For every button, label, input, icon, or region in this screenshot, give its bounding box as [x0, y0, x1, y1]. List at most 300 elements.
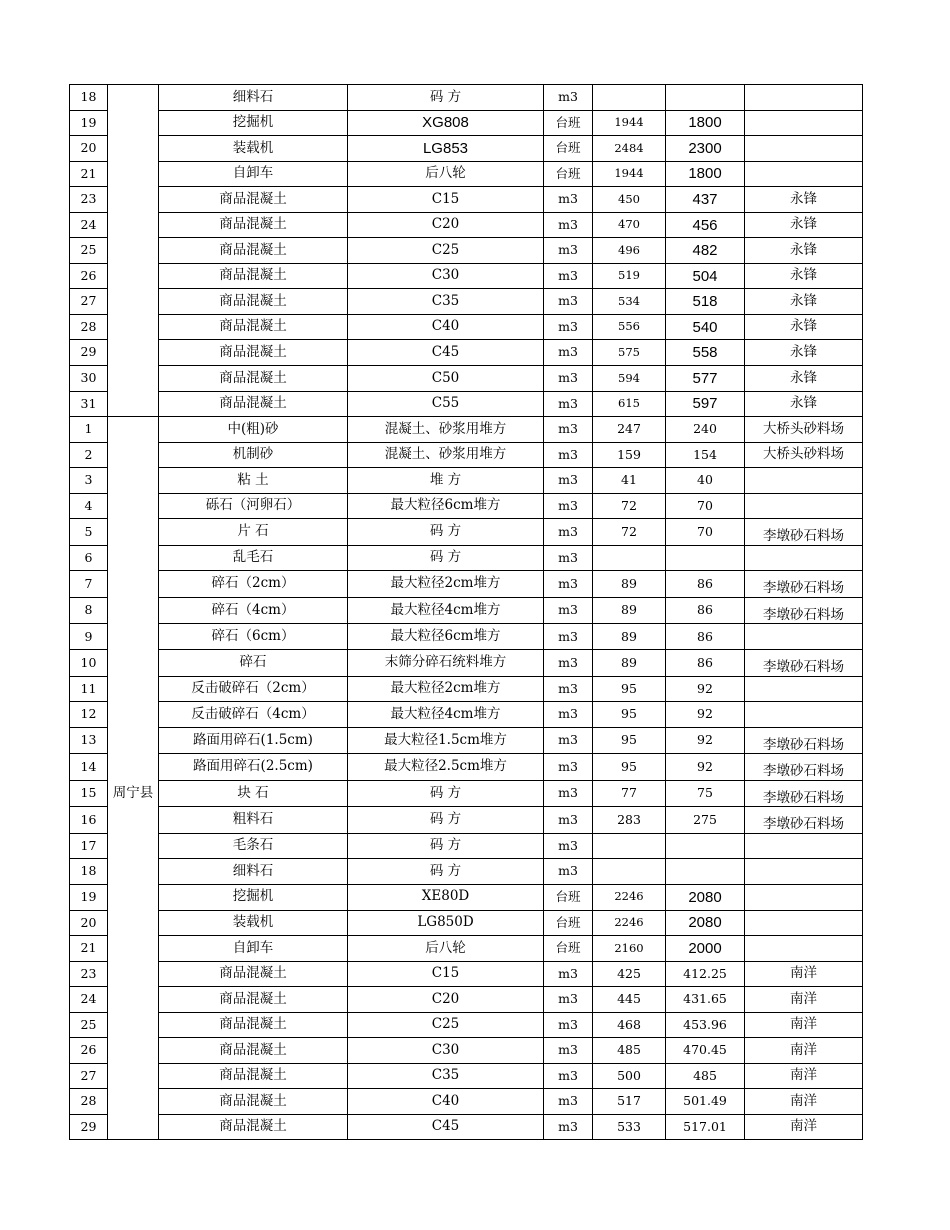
table-row — [70, 676, 863, 702]
table-row — [70, 987, 863, 1013]
row-number: 14 — [70, 754, 108, 781]
specification: 码 方 — [348, 859, 544, 885]
price-adjusted: 504 — [666, 263, 745, 289]
material-name: 片 石 — [159, 519, 348, 546]
unit: m3 — [544, 624, 593, 650]
row-number: 21 — [70, 936, 108, 962]
price-adjusted: 456 — [666, 212, 745, 238]
price-original: 496 — [593, 238, 666, 264]
material-name: 细料石 — [159, 85, 348, 111]
price-original: 159 — [593, 442, 666, 468]
county-cell — [108, 884, 159, 910]
supplier-note — [745, 910, 863, 936]
table-row — [70, 1089, 863, 1115]
supplier-note — [745, 161, 863, 187]
county-cell — [108, 391, 159, 417]
material-name: 商品混凝土 — [159, 961, 348, 987]
county-cell — [108, 519, 159, 546]
row-number: 9 — [70, 624, 108, 650]
row-number: 7 — [70, 571, 108, 598]
table-row — [70, 161, 863, 187]
price-adjusted: 240 — [666, 417, 745, 443]
price-adjusted: 92 — [666, 676, 745, 702]
unit: 台班 — [544, 884, 593, 910]
supplier-note: 李墩砂石料场 — [745, 780, 863, 807]
unit: m3 — [544, 807, 593, 834]
specification: XE80D — [348, 884, 544, 910]
row-number: 23 — [70, 187, 108, 213]
material-name: 粗料石 — [159, 807, 348, 834]
price-original: 72 — [593, 493, 666, 519]
supplier-note: 永锋 — [745, 314, 863, 340]
specification: 码 方 — [348, 519, 544, 546]
county-name: 周宁县 — [108, 780, 159, 807]
supplier-note: 李墩砂石料场 — [745, 519, 863, 546]
price-original: 468 — [593, 1012, 666, 1038]
price-original: 425 — [593, 961, 666, 987]
specification: 码 方 — [348, 85, 544, 111]
price-adjusted: 518 — [666, 289, 745, 315]
price-original: 89 — [593, 624, 666, 650]
table-row — [70, 417, 863, 443]
specification: C35 — [348, 289, 544, 315]
county-cell — [108, 545, 159, 571]
material-name: 商品混凝土 — [159, 366, 348, 392]
specification: LG850D — [348, 910, 544, 936]
specification: 最大粒径6cm堆方 — [348, 493, 544, 519]
row-number: 11 — [70, 676, 108, 702]
unit: m3 — [544, 340, 593, 366]
county-cell — [108, 1012, 159, 1038]
table-row — [70, 238, 863, 264]
table-row — [70, 519, 863, 546]
price-original — [593, 833, 666, 859]
unit: 台班 — [544, 110, 593, 136]
county-cell — [108, 910, 159, 936]
supplier-note — [745, 936, 863, 962]
unit: m3 — [544, 859, 593, 885]
price-adjusted: 70 — [666, 519, 745, 546]
unit: m3 — [544, 961, 593, 987]
table-row — [70, 1038, 863, 1064]
unit: m3 — [544, 263, 593, 289]
specification: 最大粒径4cm堆方 — [348, 702, 544, 728]
supplier-note — [745, 624, 863, 650]
supplier-note — [745, 85, 863, 111]
table-row — [70, 1012, 863, 1038]
material-name: 商品混凝土 — [159, 289, 348, 315]
county-cell — [108, 110, 159, 136]
table-row — [70, 187, 863, 213]
unit: m3 — [544, 545, 593, 571]
price-adjusted: 1800 — [666, 110, 745, 136]
price-adjusted: 1800 — [666, 161, 745, 187]
county-cell — [108, 859, 159, 885]
row-number: 15 — [70, 780, 108, 807]
specification: C15 — [348, 187, 544, 213]
material-name: 细料石 — [159, 859, 348, 885]
county-cell — [108, 1114, 159, 1140]
table-row — [70, 493, 863, 519]
supplier-note: 李墩砂石料场 — [745, 754, 863, 781]
row-number: 21 — [70, 161, 108, 187]
unit: 台班 — [544, 136, 593, 162]
row-number: 19 — [70, 110, 108, 136]
table-row — [70, 314, 863, 340]
row-number: 18 — [70, 859, 108, 885]
unit: m3 — [544, 442, 593, 468]
row-number: 27 — [70, 289, 108, 315]
county-cell — [108, 442, 159, 468]
price-adjusted: 453.96 — [666, 1012, 745, 1038]
specification: 后八轮 — [348, 161, 544, 187]
row-number: 24 — [70, 212, 108, 238]
unit: m3 — [544, 1063, 593, 1089]
supplier-note: 南洋 — [745, 1038, 863, 1064]
material-name: 商品混凝土 — [159, 1038, 348, 1064]
unit: m3 — [544, 571, 593, 598]
county-cell — [108, 263, 159, 289]
price-adjusted — [666, 85, 745, 111]
specification: 码 方 — [348, 833, 544, 859]
price-adjusted: 86 — [666, 650, 745, 677]
price-adjusted: 577 — [666, 366, 745, 392]
price-adjusted — [666, 545, 745, 571]
county-cell — [108, 366, 159, 392]
specification: C50 — [348, 366, 544, 392]
supplier-note — [745, 136, 863, 162]
material-name: 商品混凝土 — [159, 391, 348, 417]
supplier-note: 李墩砂石料场 — [745, 597, 863, 624]
county-cell — [108, 650, 159, 677]
price-adjusted — [666, 859, 745, 885]
price-original: 2246 — [593, 884, 666, 910]
price-original: 283 — [593, 807, 666, 834]
supplier-note — [745, 676, 863, 702]
table-row — [70, 366, 863, 392]
unit: m3 — [544, 366, 593, 392]
table-row — [70, 910, 863, 936]
specification: 堆 方 — [348, 468, 544, 494]
row-number: 13 — [70, 727, 108, 754]
material-name: 反击破碎石（4cm） — [159, 702, 348, 728]
material-name: 装载机 — [159, 136, 348, 162]
row-number: 20 — [70, 136, 108, 162]
supplier-note — [745, 884, 863, 910]
supplier-note: 永锋 — [745, 289, 863, 315]
price-adjusted: 154 — [666, 442, 745, 468]
supplier-note: 大桥头砂料场 — [745, 442, 863, 468]
material-name: 反击破碎石（2cm） — [159, 676, 348, 702]
specification: C55 — [348, 391, 544, 417]
supplier-note: 南洋 — [745, 1114, 863, 1140]
table-row — [70, 650, 863, 677]
price-original: 575 — [593, 340, 666, 366]
unit: m3 — [544, 212, 593, 238]
county-cell — [108, 212, 159, 238]
county-cell — [108, 289, 159, 315]
county-cell — [108, 624, 159, 650]
specification: LG853 — [348, 136, 544, 162]
table-row — [70, 702, 863, 728]
unit: m3 — [544, 727, 593, 754]
specification: C25 — [348, 1012, 544, 1038]
county-cell — [108, 807, 159, 834]
price-original: 89 — [593, 650, 666, 677]
price-original — [593, 859, 666, 885]
material-name: 粘 土 — [159, 468, 348, 494]
price-original: 2160 — [593, 936, 666, 962]
supplier-note: 南洋 — [745, 987, 863, 1013]
unit: m3 — [544, 493, 593, 519]
row-number: 17 — [70, 833, 108, 859]
specification: 码 方 — [348, 780, 544, 807]
price-adjusted: 470.45 — [666, 1038, 745, 1064]
unit: m3 — [544, 391, 593, 417]
supplier-note — [745, 702, 863, 728]
table-row — [70, 571, 863, 598]
unit: m3 — [544, 187, 593, 213]
material-name: 自卸车 — [159, 936, 348, 962]
supplier-note — [745, 493, 863, 519]
specification: C45 — [348, 1114, 544, 1140]
price-original: 500 — [593, 1063, 666, 1089]
supplier-note: 南洋 — [745, 1063, 863, 1089]
unit: 台班 — [544, 936, 593, 962]
price-original: 95 — [593, 754, 666, 781]
material-name: 商品混凝土 — [159, 238, 348, 264]
specification: C40 — [348, 1089, 544, 1115]
specification: 码 方 — [348, 807, 544, 834]
price-adjusted: 2000 — [666, 936, 745, 962]
price-adjusted: 482 — [666, 238, 745, 264]
unit: m3 — [544, 289, 593, 315]
specification: 最大粒径2cm堆方 — [348, 571, 544, 598]
unit: m3 — [544, 650, 593, 677]
table-row — [70, 961, 863, 987]
county-cell — [108, 417, 159, 443]
price-adjusted: 2300 — [666, 136, 745, 162]
price-original — [593, 85, 666, 111]
material-name: 自卸车 — [159, 161, 348, 187]
supplier-note: 永锋 — [745, 366, 863, 392]
supplier-note: 永锋 — [745, 263, 863, 289]
price-adjusted: 92 — [666, 702, 745, 728]
row-number: 4 — [70, 493, 108, 519]
row-number: 24 — [70, 987, 108, 1013]
unit: 台班 — [544, 161, 593, 187]
unit: m3 — [544, 676, 593, 702]
price-adjusted: 275 — [666, 807, 745, 834]
unit: m3 — [544, 238, 593, 264]
price-original: 2246 — [593, 910, 666, 936]
specification: XG808 — [348, 110, 544, 136]
specification: 混凝土、砂浆用堆方 — [348, 417, 544, 443]
specification: C20 — [348, 212, 544, 238]
price-adjusted: 437 — [666, 187, 745, 213]
table-row — [70, 1063, 863, 1089]
specification: 混凝土、砂浆用堆方 — [348, 442, 544, 468]
table-row — [70, 545, 863, 571]
material-name: 毛条石 — [159, 833, 348, 859]
row-number: 31 — [70, 391, 108, 417]
material-name: 挖掘机 — [159, 884, 348, 910]
supplier-note: 南洋 — [745, 961, 863, 987]
material-name: 路面用碎石(1.5cm) — [159, 727, 348, 754]
material-name: 商品混凝土 — [159, 212, 348, 238]
price-table — [69, 84, 863, 1140]
specification: C30 — [348, 263, 544, 289]
material-name: 商品混凝土 — [159, 340, 348, 366]
price-adjusted: 540 — [666, 314, 745, 340]
price-adjusted: 431.65 — [666, 987, 745, 1013]
county-cell — [108, 571, 159, 598]
county-cell — [108, 136, 159, 162]
price-original: 594 — [593, 366, 666, 392]
unit: m3 — [544, 519, 593, 546]
table-row — [70, 597, 863, 624]
row-number: 26 — [70, 1038, 108, 1064]
price-adjusted: 597 — [666, 391, 745, 417]
supplier-note — [745, 833, 863, 859]
price-adjusted: 485 — [666, 1063, 745, 1089]
row-number: 29 — [70, 1114, 108, 1140]
specification: C25 — [348, 238, 544, 264]
table-row — [70, 212, 863, 238]
price-original: 95 — [593, 727, 666, 754]
supplier-note: 永锋 — [745, 187, 863, 213]
price-original: 533 — [593, 1114, 666, 1140]
material-name: 碎石（6cm） — [159, 624, 348, 650]
material-name: 碎石（2cm） — [159, 571, 348, 598]
table-row — [70, 859, 863, 885]
row-number: 1 — [70, 417, 108, 443]
supplier-note: 南洋 — [745, 1089, 863, 1115]
price-original — [593, 545, 666, 571]
unit: m3 — [544, 1114, 593, 1140]
row-number: 5 — [70, 519, 108, 546]
table-row — [70, 110, 863, 136]
price-original: 95 — [593, 676, 666, 702]
row-number: 8 — [70, 597, 108, 624]
row-number: 28 — [70, 1089, 108, 1115]
row-number: 19 — [70, 884, 108, 910]
unit: m3 — [544, 417, 593, 443]
table-row — [70, 340, 863, 366]
price-original: 2484 — [593, 136, 666, 162]
row-number: 20 — [70, 910, 108, 936]
material-name: 路面用碎石(2.5cm) — [159, 754, 348, 781]
price-adjusted: 412.25 — [666, 961, 745, 987]
unit: m3 — [544, 468, 593, 494]
price-adjusted: 86 — [666, 571, 745, 598]
table-row — [70, 833, 863, 859]
county-cell — [108, 1089, 159, 1115]
specification: 最大粒径1.5cm堆方 — [348, 727, 544, 754]
table-row — [70, 727, 863, 754]
material-name: 砾石（河卵石） — [159, 493, 348, 519]
supplier-note: 李墩砂石料场 — [745, 807, 863, 834]
price-adjusted: 92 — [666, 754, 745, 781]
price-original: 534 — [593, 289, 666, 315]
unit: m3 — [544, 85, 593, 111]
table-row — [70, 442, 863, 468]
price-original: 77 — [593, 780, 666, 807]
material-name: 商品混凝土 — [159, 987, 348, 1013]
material-name: 商品混凝土 — [159, 314, 348, 340]
material-name: 商品混凝土 — [159, 263, 348, 289]
material-name: 乱毛石 — [159, 545, 348, 571]
material-name: 碎石 — [159, 650, 348, 677]
price-original: 556 — [593, 314, 666, 340]
price-original: 72 — [593, 519, 666, 546]
county-cell — [108, 85, 159, 111]
row-number: 2 — [70, 442, 108, 468]
unit: m3 — [544, 1089, 593, 1115]
material-name: 挖掘机 — [159, 110, 348, 136]
unit: m3 — [544, 1038, 593, 1064]
county-cell — [108, 754, 159, 781]
row-number: 27 — [70, 1063, 108, 1089]
price-adjusted: 501.49 — [666, 1089, 745, 1115]
price-adjusted: 2080 — [666, 910, 745, 936]
county-cell — [108, 833, 159, 859]
county-cell — [108, 676, 159, 702]
specification: 码 方 — [348, 545, 544, 571]
specification: 最大粒径4cm堆方 — [348, 597, 544, 624]
county-cell — [108, 702, 159, 728]
price-original: 1944 — [593, 110, 666, 136]
row-number: 10 — [70, 650, 108, 677]
unit: m3 — [544, 1012, 593, 1038]
specification: 最大粒径2.5cm堆方 — [348, 754, 544, 781]
specification: C40 — [348, 314, 544, 340]
unit: m3 — [544, 597, 593, 624]
material-name: 块 石 — [159, 780, 348, 807]
price-original: 95 — [593, 702, 666, 728]
unit: m3 — [544, 987, 593, 1013]
county-cell — [108, 493, 159, 519]
material-name: 机制砂 — [159, 442, 348, 468]
specification: C20 — [348, 987, 544, 1013]
county-cell — [108, 187, 159, 213]
price-adjusted: 40 — [666, 468, 745, 494]
price-adjusted: 92 — [666, 727, 745, 754]
specification: C30 — [348, 1038, 544, 1064]
unit: m3 — [544, 314, 593, 340]
supplier-note: 永锋 — [745, 238, 863, 264]
row-number: 26 — [70, 263, 108, 289]
supplier-note: 永锋 — [745, 340, 863, 366]
supplier-note: 永锋 — [745, 212, 863, 238]
supplier-note — [745, 545, 863, 571]
material-name: 商品混凝土 — [159, 1089, 348, 1115]
supplier-note: 李墩砂石料场 — [745, 727, 863, 754]
specification: 末筛分碎石统料堆方 — [348, 650, 544, 677]
table-row — [70, 263, 863, 289]
unit: m3 — [544, 702, 593, 728]
unit: 台班 — [544, 910, 593, 936]
table-row — [70, 468, 863, 494]
supplier-note: 南洋 — [745, 1012, 863, 1038]
county-cell — [108, 238, 159, 264]
specification: 后八轮 — [348, 936, 544, 962]
specification: C45 — [348, 340, 544, 366]
table-row — [70, 391, 863, 417]
county-cell — [108, 1063, 159, 1089]
table-row — [70, 136, 863, 162]
material-name: 商品混凝土 — [159, 1012, 348, 1038]
